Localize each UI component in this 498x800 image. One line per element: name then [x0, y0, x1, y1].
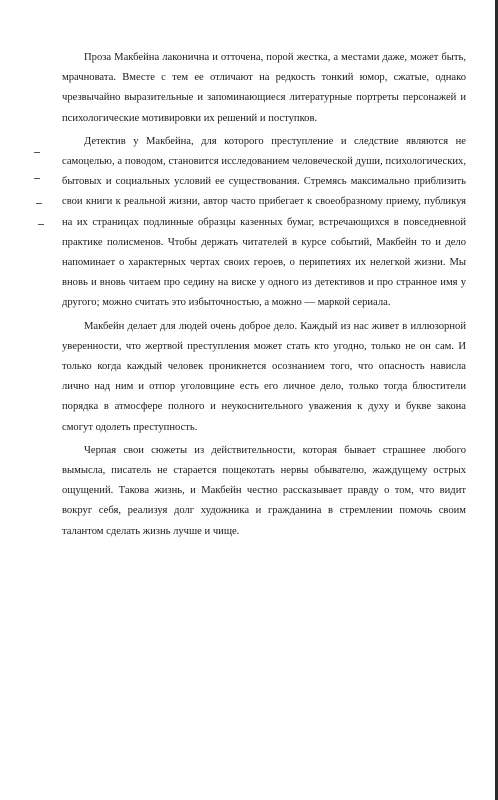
- document-body: [62, 48, 466, 545]
- margin-mark: [34, 152, 40, 153]
- margin-mark: [34, 178, 40, 179]
- paragraph: Черпая свои сюжеты из действительности, которая бывает страшнее любого вымысла, писатель не старается пощекотать нервы обывателю, жаждущему острых ощущений. Такова жизнь, и Макбейн честно рассказывает правду о том, что видит вокруг себя, реализуя долг художника и гражданина в стремлении помочь своим талантом сделать жизнь лучше и чище.: [62, 444, 466, 537]
- margin-mark: [38, 224, 44, 225]
- paragraph: Детектив у Макбейна, для которого преступление и следствие являются не самоцелью, а поводом, становится исследованием человеческой души, психологических, бытовых и социальных условий ее существования. Стремясь максимально приблизить свои книги к реальной жизни, автор часто прибегает к своеобразному приему, публикуя на их страницах подлинные образцы казенных бумаг, встречающихся в повседневной практике полисменов. Чтобы держать читателей в курсе событий, Макбейн то и дело напоминает о характерных чертах своих героев, о перипетиях их нелегкой жизни. Мы вновь и вновь читаем про седину на виске у одного из детективов и про странное имя у другого; можно считать это избыточностью, а можно — маркой сериала.: [62, 135, 466, 309]
- paragraph: Макбейн делает для людей очень доброе дело. Каждый из нас живет в иллюзорной уверенности, что жертвой преступления может стать кто угодно, только не он сам. И только когда каждый человек проникнется осознанием того, что опасность нависла лично над ним и отпор уголовщине есть его личное дело, только тогда блюстители порядка в атмосфере полного и неукоснительного уважения к духу и букве закона смогут одолеть преступность.: [62, 320, 466, 433]
- margin-mark: [36, 203, 42, 204]
- paragraph: Проза Макбейна лаконична и отточена, порой жестка, а местами даже, может быть, мрачновата. Вместе с тем ее отличают на редкость тонкий юмор, сжатые, однако чрезвычайно выразительные и запоминающиеся литературные портреты персонажей и психологические мотивировки их решений и поступков.: [62, 52, 466, 124]
